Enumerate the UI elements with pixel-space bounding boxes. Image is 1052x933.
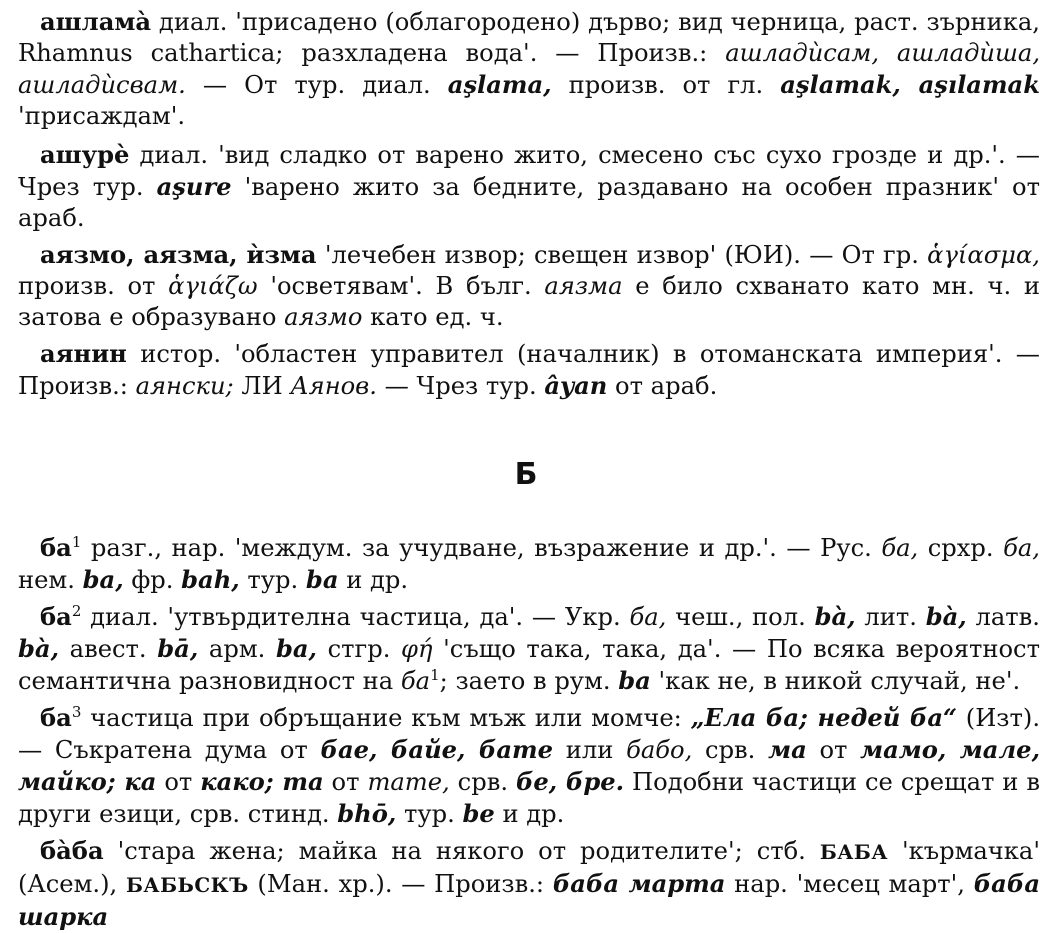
homonym-number: 2 [71, 601, 82, 620]
headword: ба [40, 703, 72, 732]
headword: аязмо, аязма, ѝзма [40, 240, 317, 269]
old-bulgarian-form: БАБА [819, 840, 888, 864]
entries-top [18, 6, 1040, 402]
homonym-number: 3 [71, 702, 82, 721]
headword: аянин [40, 339, 127, 368]
headword: ба [40, 533, 72, 562]
headword: бàба [40, 836, 104, 865]
headword: ашурѐ [40, 140, 130, 169]
entry-ba-3: $ба^3$ частица при обръщание към мъж или момче: „Ела ба; недей ба“ (Изт). — Съкратена дума от бае, байе, бате или бабо, срв. ма от мамо, мале, майко; ка от како; та от тате, срв. бе, бре. Подобни частици се срещат и в други езици, срв. стинд. bhō, тур. be и др. [18, 702, 1041, 828]
entry-ashlama: ашламà диал. 'присадено (облагородено) дърво; вид черница, раст. зърника, Rhamnus cathartica; разхладена вода'. — Произв.: ашладѝсам, ашладѝша, ашладѝсвам. — От тур. диал. aşlama, произв. от гл. aşlamak, aşılamak 'присаждам'. [18, 7, 1041, 130]
section-letter: Б [514, 457, 538, 492]
headword: ба [40, 602, 72, 631]
homonym-number: 1 [430, 665, 440, 684]
headword: ашламà [40, 7, 152, 36]
entry-ayanin: аянин истор. 'областен управител (началник) в отоманската империя'. — Произв.: аянски; ЛИ Аянов. — Чрез тур. âyan от араб. [18, 339, 1040, 400]
entry-ashure: ашурѐ диал. 'вид сладко от варено жито, смесено със сухо грозде и др.'. — Чрез тур. aşure 'варено жито за бедните, раздавано на особен празник' от араб. [18, 140, 1040, 232]
entry-ayazmo: аязмо, аязма, ѝзма 'лечебен извор; свещен извор' (ЮИ). — От гр. ἁγίασμα, произв. от ἁγιάζω 'осветявам'. В бълг. аязма е било схванато като мн. ч. и затова е образувано аязмо като ед. ч. [18, 240, 1041, 331]
old-bulgarian-form: БАБЬСКЪ [125, 873, 249, 897]
entry-ba-2: $ба^2$ диал. 'утвърдителна частица, да'. — Укр. ба, чеш., пол. bà, лит. bà, латв. bà, авест. bā, арм. ba, стгр. φή 'също така, така, да'. — По всяка вероятност семантична разновидност на $ба^1$; заето в рум. ba 'как не, в никой случай, не'. [18, 601, 1040, 695]
homonym-number: 1 [71, 532, 82, 551]
entry-baba: бàба 'стара жена; майка на някого от родителите'; стб. БАБА 'кърмачка' (Асем.), БАБЬСКЪ (Ман. хр.). — Произв.: баба марта нар. 'месец март', баба шарка [18, 836, 1040, 931]
entry-ba-1: $ба^1$ разг., нар. 'междум. за учудване, възражение и др.'. — Рус. ба, срхр. ба, нем. ba, фр. bah, тур. ba и др. [18, 532, 1040, 594]
